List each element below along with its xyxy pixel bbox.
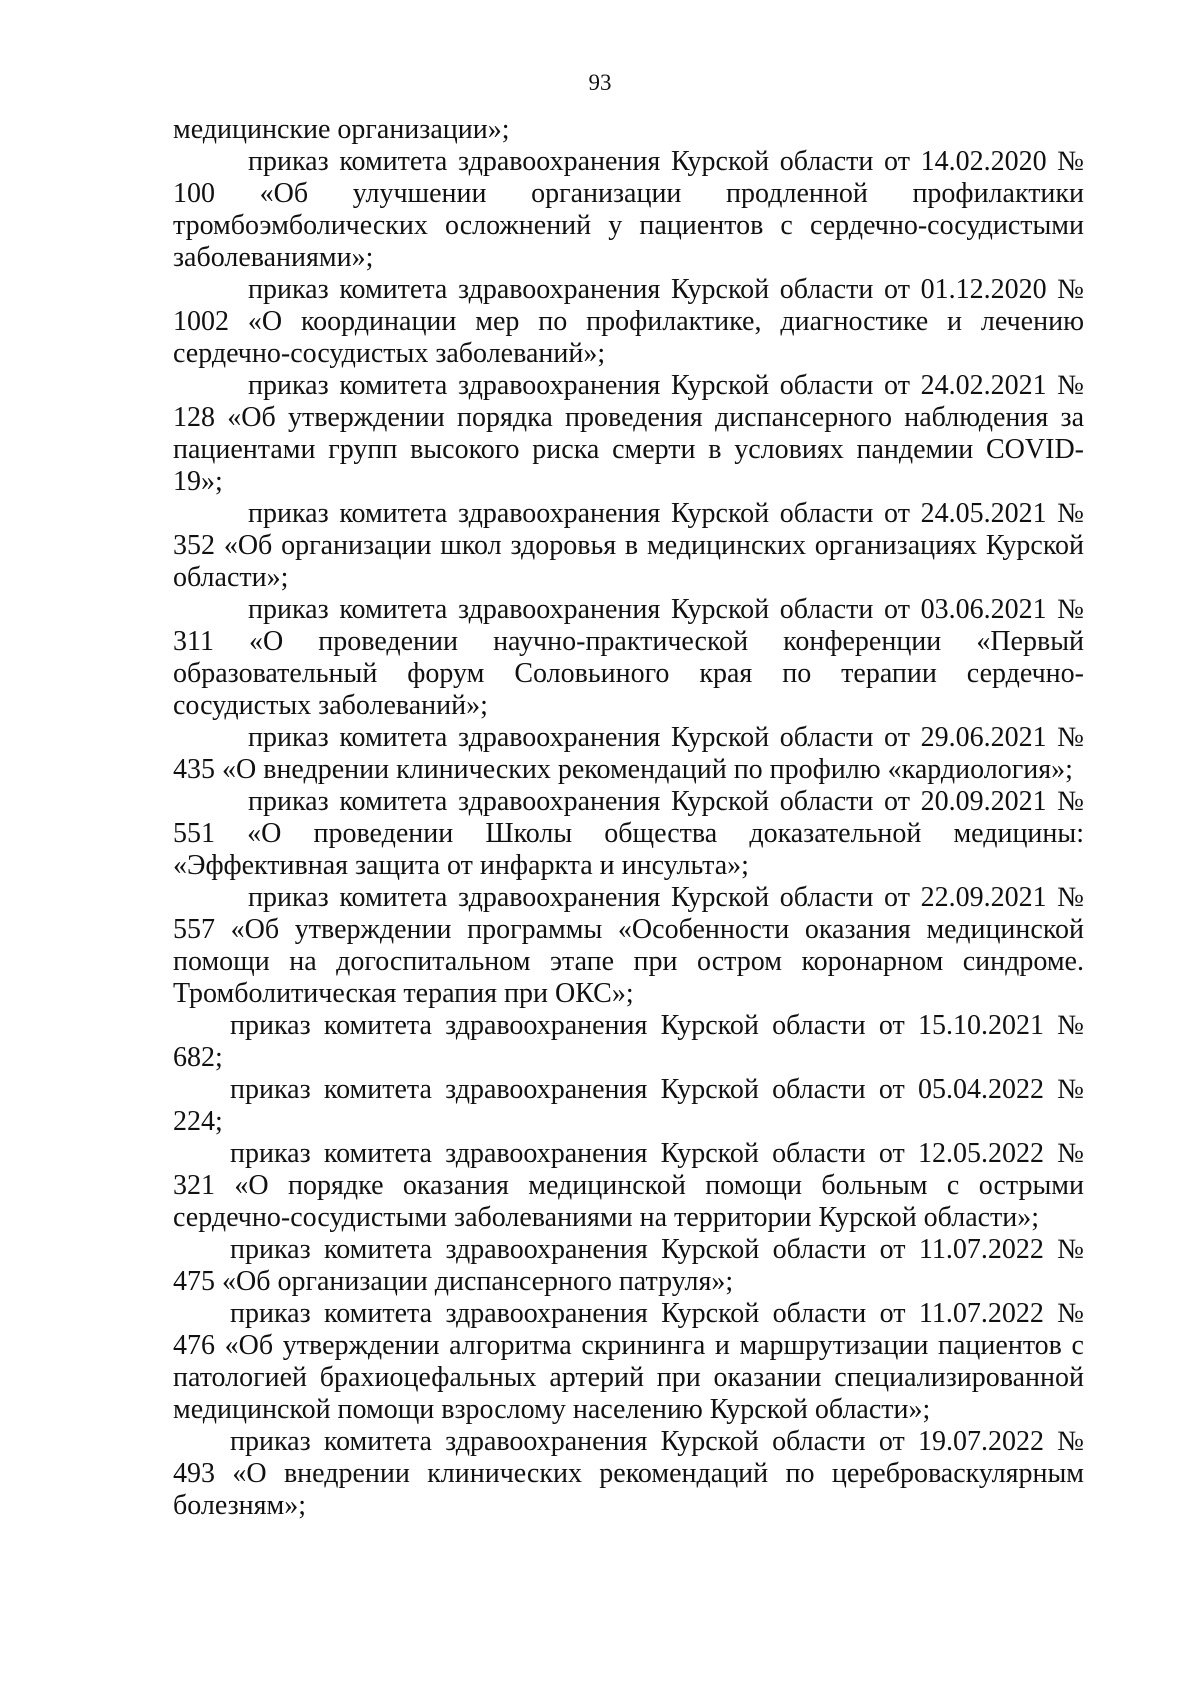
paragraph: приказ комитета здравоохранения Курской области от 05.04.2022 № 224; bbox=[173, 1074, 1084, 1137]
paragraph: приказ комитета здравоохранения Курской области от 01.12.2020 № 1002 «О координации мер по профилактике, диагностике и лечению сердечно-сосудистых заболеваний»; bbox=[173, 274, 1084, 369]
paragraph: приказ комитета здравоохранения Курской области от 24.02.2021 № 128 «Об утверждении порядка проведения диспансерного наблюдения за пациентами групп высокого риска смерти в условиях пандемии COVID-19»; bbox=[173, 370, 1084, 497]
paragraph: приказ комитета здравоохранения Курской области от 11.07.2022 № 476 «Об утверждении алгоритма скрининга и маршрутизации пациентов с патологией брахиоцефальных артерий при оказании специализированной медицинской помощи взрослому населению Курской области»; bbox=[173, 1298, 1084, 1425]
paragraph: приказ комитета здравоохранения Курской области от 29.06.2021 № 435 «О внедрении клинических рекомендаций по профилю «кардиология»; bbox=[173, 722, 1084, 785]
paragraph: приказ комитета здравоохранения Курской области от 11.07.2022 № 475 «Об организации диспансерного патруля»; bbox=[173, 1234, 1084, 1297]
page-number: 93 bbox=[588, 70, 612, 95]
paragraph: приказ комитета здравоохранения Курской области от 12.05.2022 № 321 «О порядке оказания медицинской помощи больным с острыми сердечно-сосудистыми заболеваниями на территории Курской области»; bbox=[173, 1138, 1084, 1233]
paragraph: приказ комитета здравоохранения Курской области от 20.09.2021 № 551 «О проведении Школы общества доказательной медицины: «Эффективная защита от инфаркта и инсульта»; bbox=[173, 786, 1084, 881]
paragraph: приказ комитета здравоохранения Курской области от 15.10.2021 № 682; bbox=[173, 1010, 1084, 1073]
document-body bbox=[173, 114, 1084, 1522]
paragraph: медицинские организации»; bbox=[173, 114, 510, 145]
paragraph: приказ комитета здравоохранения Курской области от 14.02.2020 № 100 «Об улучшении организации продленной профилактики тромбоэмболических осложнений у пациентов с сердечно-сосудистыми заболеваниями»; bbox=[173, 146, 1084, 273]
paragraph: приказ комитета здравоохранения Курской области от 03.06.2021 № 311 «О проведении научно-практической конференции «Первый образовательный форум Соловьиного края по терапии сердечно-сосудистых заболеваний»; bbox=[173, 594, 1084, 721]
paragraph: приказ комитета здравоохранения Курской области от 22.09.2021 № 557 «Об утверждении программы «Особенности оказания медицинской помощи на догоспитальном этапе при остром коронарном синдроме. Тромболитическая терапия при ОКС»; bbox=[173, 882, 1084, 1009]
paragraph: приказ комитета здравоохранения Курской области от 19.07.2022 № 493 «О внедрении клинических рекомендаций по цереброваскулярным болезням»; bbox=[173, 1426, 1084, 1521]
paragraph: приказ комитета здравоохранения Курской области от 24.05.2021 № 352 «Об организации школ здоровья в медицинских организациях Курской области»; bbox=[173, 498, 1084, 593]
